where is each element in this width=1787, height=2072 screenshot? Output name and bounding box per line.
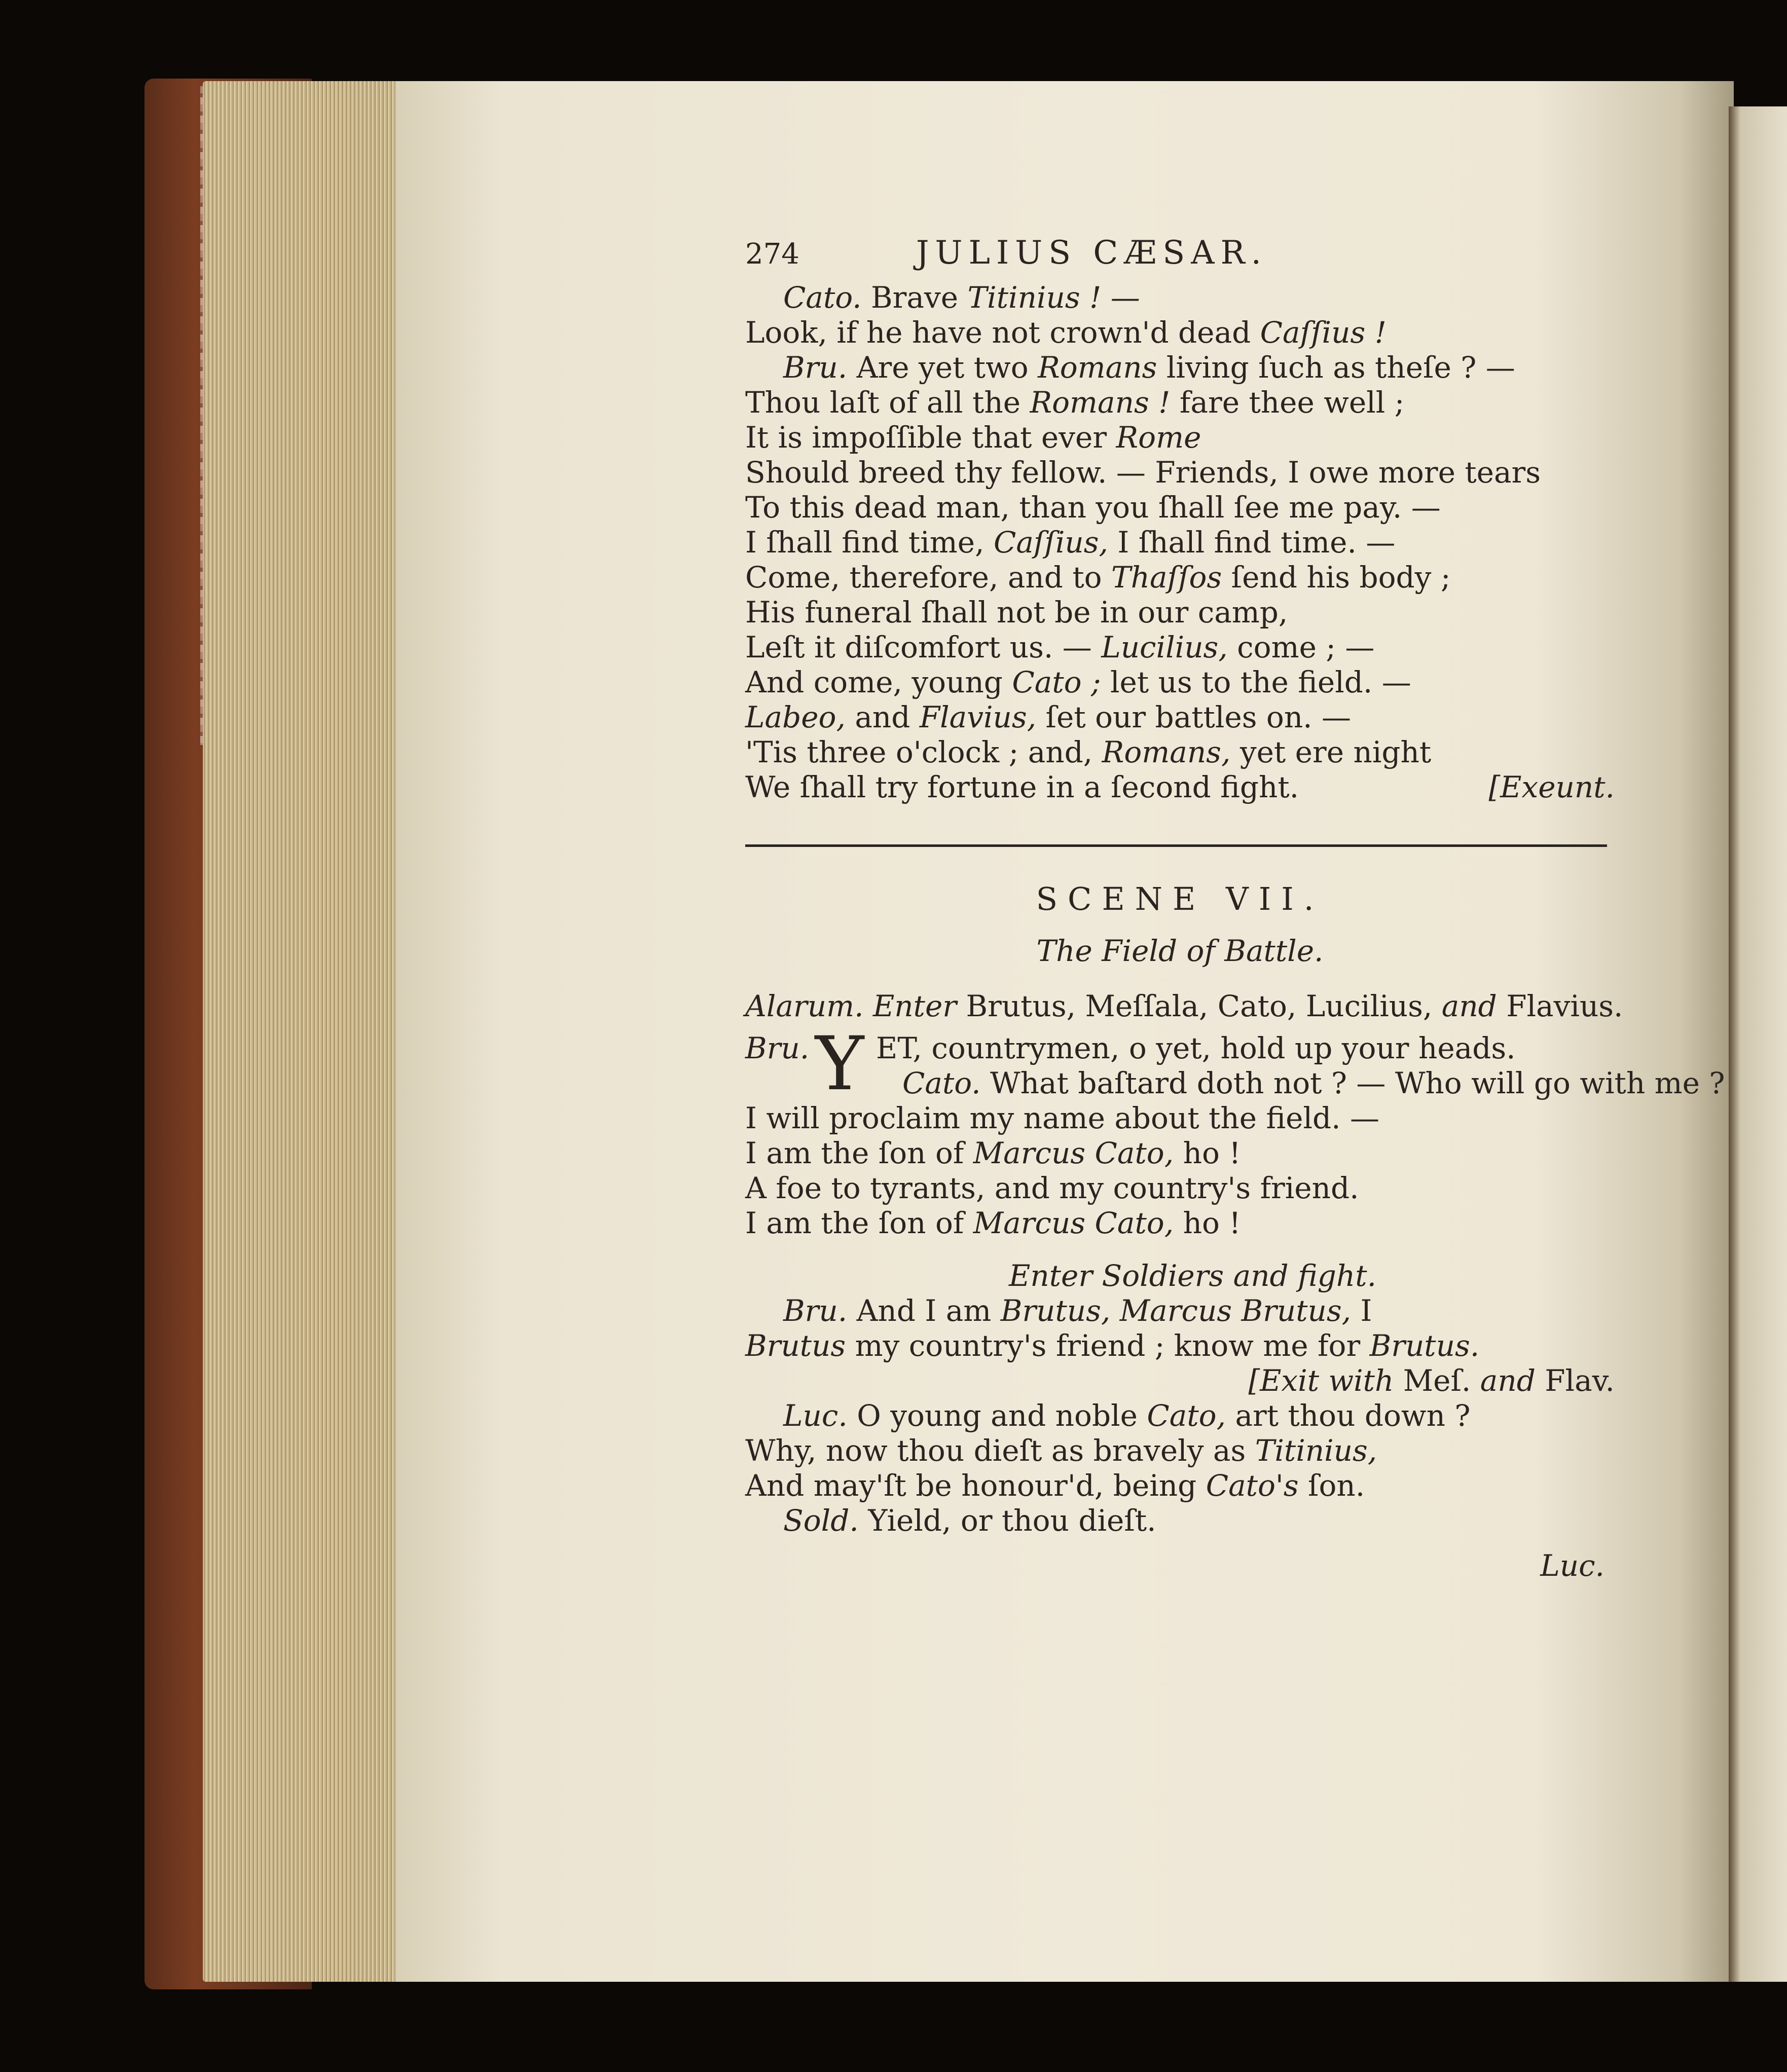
verse-line: [745, 665, 1615, 700]
line-text: O young and noble: [847, 1398, 1147, 1433]
verse-line: [745, 280, 1615, 315]
line-text: 'Tis three o'clock ; and,: [745, 735, 1102, 769]
line-text: and: [1441, 989, 1497, 1023]
line-text: Brutus.: [1369, 1328, 1480, 1363]
line-text: Rome: [1116, 420, 1201, 455]
line-text: and: [845, 700, 920, 734]
verse-line: [745, 1433, 1615, 1468]
line-text: let us to the field. —: [1101, 665, 1411, 699]
verse-line: [745, 1398, 1615, 1433]
line-text: Brave: [861, 280, 968, 315]
scene-divider-rule: [745, 844, 1607, 847]
line-text: yet ere night: [1230, 735, 1432, 769]
speaker-cato: Cato.: [783, 280, 862, 315]
line-text: Romans: [1038, 350, 1157, 385]
page-number: 274: [745, 238, 799, 271]
scene-heading: SCENE VII.: [1036, 880, 1324, 917]
line-text: and: [1480, 1363, 1536, 1398]
line-text: Look, if he have not crown'd dead: [745, 315, 1260, 350]
scene-setting: The Field of Battle.: [1036, 934, 1324, 968]
verse-line: A foe to tyrants, and my country's friend.: [745, 1171, 1359, 1205]
line-text: Brutus: [745, 1328, 846, 1363]
line-text: ho !: [1174, 1206, 1241, 1240]
line-text: [1110, 1293, 1119, 1328]
verse-line: [745, 700, 1615, 735]
line-text: Cato's: [1206, 1468, 1299, 1503]
verse-line: His funeral ſhall not be in our camp,: [745, 595, 1288, 630]
line-text: It is impoſſible that ever: [745, 420, 1116, 455]
verse-line: [745, 315, 1615, 350]
line-text: Meſ.: [1394, 1363, 1480, 1398]
line-text: Are yet two: [847, 350, 1038, 385]
verse-line: [745, 420, 1615, 455]
line-text: ſet our battles on. —: [1036, 700, 1352, 734]
line-text: Leſt it diſcomfort us. —: [745, 630, 1102, 664]
line-text: Titinius ! —: [967, 280, 1140, 315]
line-text: ſon.: [1298, 1468, 1365, 1503]
line-text: Flavius.: [1497, 989, 1623, 1023]
line-text: Labeo,: [745, 700, 846, 734]
running-title: JULIUS CÆSAR.: [916, 234, 1268, 272]
verse-line: [745, 525, 1615, 560]
line-text: And come, young: [745, 665, 1012, 699]
line-text: my country's friend ; know me for: [846, 1328, 1370, 1363]
line-text: Marcus Cato,: [973, 1206, 1174, 1240]
verse-line: [745, 350, 1615, 385]
stage-direction-exeunt: [Exeunt.: [1488, 770, 1615, 804]
verse-line: [745, 1293, 1615, 1328]
verse-line: [745, 630, 1615, 665]
line-text: ho !: [1174, 1136, 1241, 1170]
verse-line: [745, 770, 1615, 805]
verse-line: [745, 1503, 1615, 1538]
verse-line: Should breed thy fellow. — Friends, I owe more tears: [745, 455, 1541, 490]
speaker-bru: Bru.: [745, 1031, 810, 1065]
line-text: Come, therefore, and to: [745, 560, 1111, 595]
speaker-cato: Cato.: [902, 1066, 981, 1100]
line-text: Brutus,: [1000, 1293, 1111, 1328]
line-text: We ſhall try fortune in a ſecond fight.: [745, 770, 1299, 804]
line-text: Romans,: [1102, 735, 1231, 769]
line-text: ET, countrymen, o yet, hold up your heads.: [876, 1031, 1516, 1065]
facing-page-edge: [1729, 106, 1787, 1982]
speaker-luc: Luc.: [783, 1398, 848, 1433]
line-text: Lucilius,: [1101, 630, 1228, 664]
page-text: [745, 234, 1725, 1583]
line-text: Why, now thou dieſt as bravely as: [745, 1433, 1255, 1468]
line-text: Caſſius !: [1260, 315, 1387, 350]
verse-line: I will proclaim my name about the field. —: [745, 1101, 1380, 1135]
verse-line: [745, 1328, 1615, 1363]
line-text: Brutus, Meſſala, Cato, Lucilius,: [957, 989, 1442, 1023]
line-text: Flav.: [1535, 1363, 1615, 1398]
speaker-sold: Sold.: [783, 1503, 859, 1538]
line-text: [Exit with: [1248, 1363, 1394, 1398]
line-text: I am the ſon of: [745, 1206, 973, 1240]
verse-line: [745, 735, 1615, 770]
line-text: Cato,: [1147, 1398, 1226, 1433]
stage-direction: [745, 989, 1623, 1024]
line-text: Flavius,: [919, 700, 1037, 734]
line-text: fare thee well ;: [1170, 385, 1405, 420]
line-text: Marcus Brutus,: [1119, 1293, 1352, 1328]
running-header: [745, 236, 1615, 276]
verse-line: [745, 385, 1615, 420]
page-edges: [203, 81, 400, 1982]
line-text: Thaſſos: [1111, 560, 1222, 595]
line-text: art thou down ?: [1226, 1398, 1471, 1433]
line-text: And I am: [847, 1293, 1001, 1328]
line-text: What baſtard doth not ? — Who will go with me ?: [980, 1066, 1725, 1100]
line-text: Caſſius,: [993, 525, 1108, 560]
line-text: Alarum.: [745, 989, 864, 1023]
line-text: ſend his body ;: [1222, 560, 1451, 595]
speaker-bru: Bru.: [783, 350, 848, 385]
line-text: Marcus Cato,: [973, 1136, 1174, 1170]
verse-line: [745, 1206, 1615, 1241]
verse-line: To this dead man, than you ſhall ſee me pay. —: [745, 490, 1441, 525]
line-text: Yield, or thou dieſt.: [858, 1503, 1156, 1538]
line-text: Cato ;: [1012, 665, 1101, 699]
verse-line: [745, 1468, 1615, 1503]
stage-direction-exit: [745, 1363, 1615, 1398]
line-text: come ; —: [1227, 630, 1375, 664]
verse-line: [745, 560, 1615, 595]
line-text: living ſuch as theſe ? —: [1157, 350, 1515, 385]
line-text: I: [1351, 1293, 1372, 1328]
spacer: [745, 1241, 1615, 1259]
verse-line: [745, 1066, 1725, 1101]
stage-direction: Enter Soldiers and fight.: [1009, 1259, 1377, 1293]
line-text: And may'ſt be honour'd, being: [745, 1468, 1206, 1503]
line-text: I ſhall find time. —: [1108, 525, 1396, 560]
line-text: I ſhall find time,: [745, 525, 994, 560]
catchword: Luc.: [1540, 1548, 1604, 1583]
catchword-line: [745, 1538, 1615, 1583]
speaker-bru: Bru.: [783, 1293, 848, 1328]
line-text: Romans !: [1030, 385, 1171, 420]
line-text: Enter: [863, 989, 957, 1023]
drop-cap: Y: [815, 1021, 864, 1107]
line-text: Titinius,: [1255, 1433, 1377, 1468]
verse-line: [745, 1136, 1615, 1171]
line-text: I am the ſon of: [745, 1136, 973, 1170]
line-text: Thou laſt of all the: [745, 385, 1030, 420]
